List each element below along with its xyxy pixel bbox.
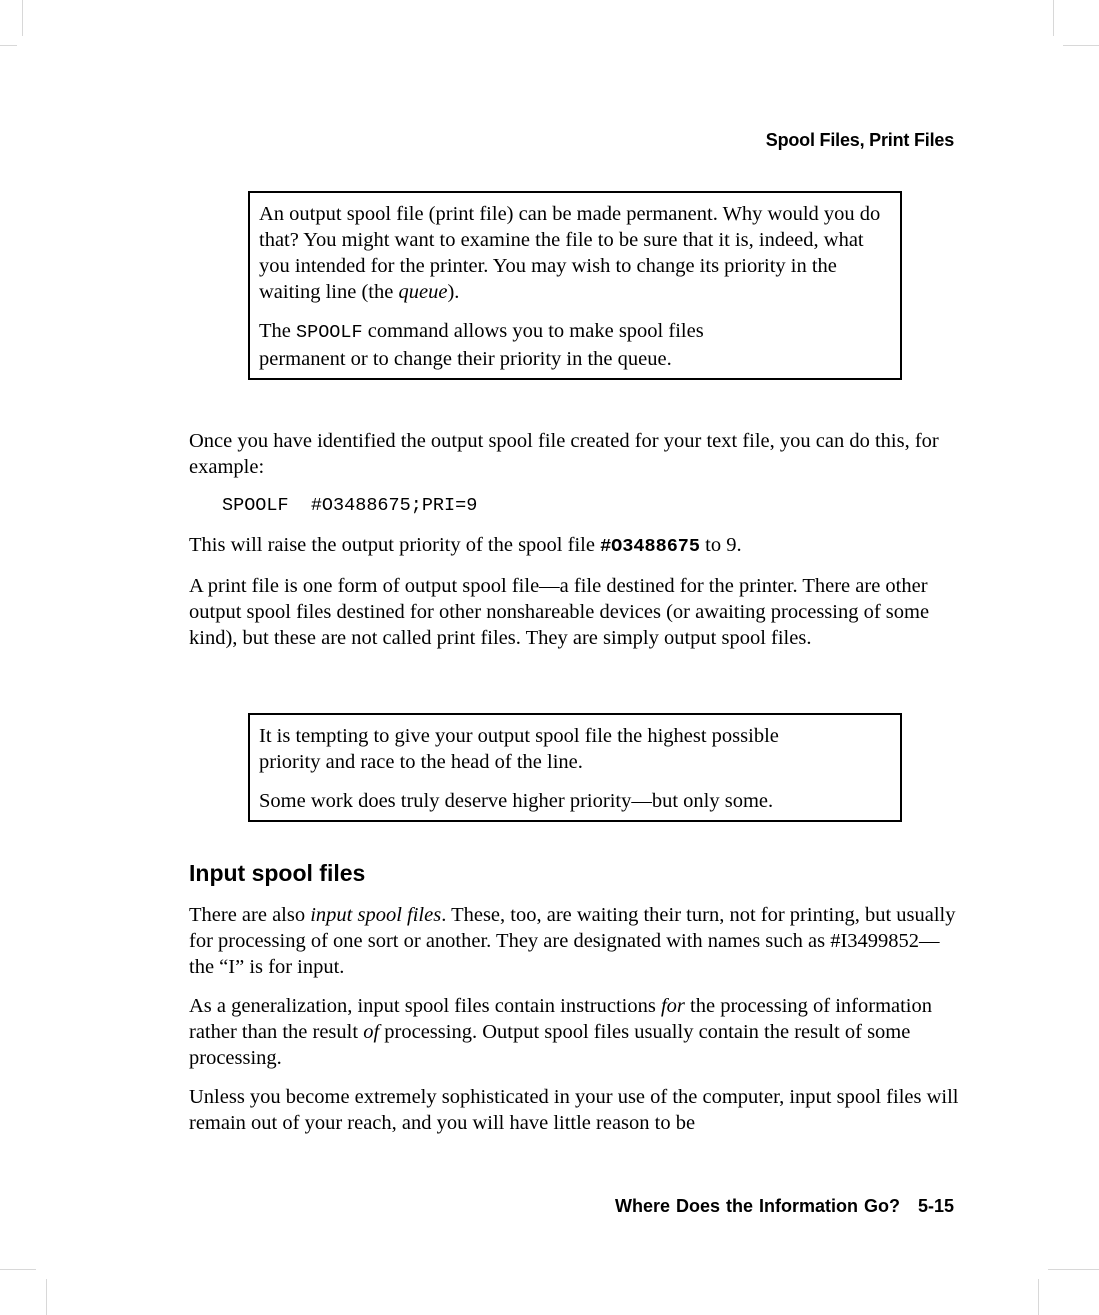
text: command allows you to make spool files permanent or to change their priority in the queue. <box>259 320 704 370</box>
crop-mark <box>22 0 23 36</box>
crop-mark <box>1063 45 1099 46</box>
running-footer <box>615 1196 954 1217</box>
paragraph <box>189 993 959 1071</box>
note-box <box>248 191 902 380</box>
emphasis-text: queue <box>398 281 448 303</box>
text: As a generalization, input spool files contain instructions <box>189 995 661 1017</box>
paragraph: A print file is one form of output spool file—a file destined for the printer. There are other output spool files destined for other nonshareable devices (or awaiting processing of some kind), but these are not called print files. They are simply output spool files. <box>189 575 930 649</box>
crop-mark <box>1048 1269 1099 1270</box>
text: . These, too, are waiting their turn, not for printing, but usually for processing of one sort or another. They are designated with names such as #I3499852—the “I” is for input. <box>189 904 956 978</box>
crop-mark <box>0 45 17 46</box>
crop-mark <box>0 1269 36 1270</box>
note-paragraph: Some work does truly deserve higher priority—but only some. <box>259 790 774 812</box>
emphasis-text: for <box>660 995 685 1017</box>
running-header: Spool Files, Print Files <box>765 130 954 150</box>
note-box <box>248 713 902 822</box>
text: The <box>259 320 296 342</box>
emphasis-text: input spool files <box>310 904 442 926</box>
body-section <box>189 902 959 1149</box>
page-number: 5-15 <box>917 1196 954 1216</box>
paragraph: Unless you become extremely sophisticated in your use of the computer, input spool files will remain out of your reach, and you will have little reason to be <box>189 1086 959 1134</box>
code-example: SPOOLF #O3488675;PRI=9 <box>222 495 478 516</box>
paragraph: Once you have identified the output spool file created for your text file, you can do this, for example: <box>189 430 939 478</box>
section-heading: Input spool files <box>189 860 366 886</box>
paragraph <box>189 902 959 980</box>
note-paragraph <box>259 201 892 305</box>
chapter-title: Where Does the Information Go? <box>614 1196 900 1216</box>
note-paragraph <box>259 318 779 372</box>
crop-mark <box>46 1279 47 1315</box>
inline-code: #O3488675 <box>600 536 700 557</box>
body-section <box>189 428 959 664</box>
text: There are also <box>189 904 311 926</box>
inline-code: SPOOLF <box>296 322 363 343</box>
text: processing. Output spool files usually contain the result of some processing. <box>189 1021 911 1069</box>
emphasis-text: of <box>363 1021 380 1043</box>
text: An output spool file (print file) can be made permanent. Why would you do that? You might want to examine the file to be sure that it is, indeed, what you intended for the printer. You may wish to change its priority in the waiting line (the <box>259 203 881 303</box>
text: ). <box>447 281 460 303</box>
note-paragraph: It is tempting to give your output spool file the highest possible priority and race to the head of the line. <box>259 725 779 773</box>
text: to 9. <box>700 534 742 556</box>
crop-mark <box>1053 0 1054 36</box>
text: the processing of information rather than the result <box>189 995 933 1043</box>
paragraph <box>189 532 959 560</box>
text: This will raise the output priority of the spool file <box>189 534 601 556</box>
crop-mark <box>1038 1279 1039 1315</box>
